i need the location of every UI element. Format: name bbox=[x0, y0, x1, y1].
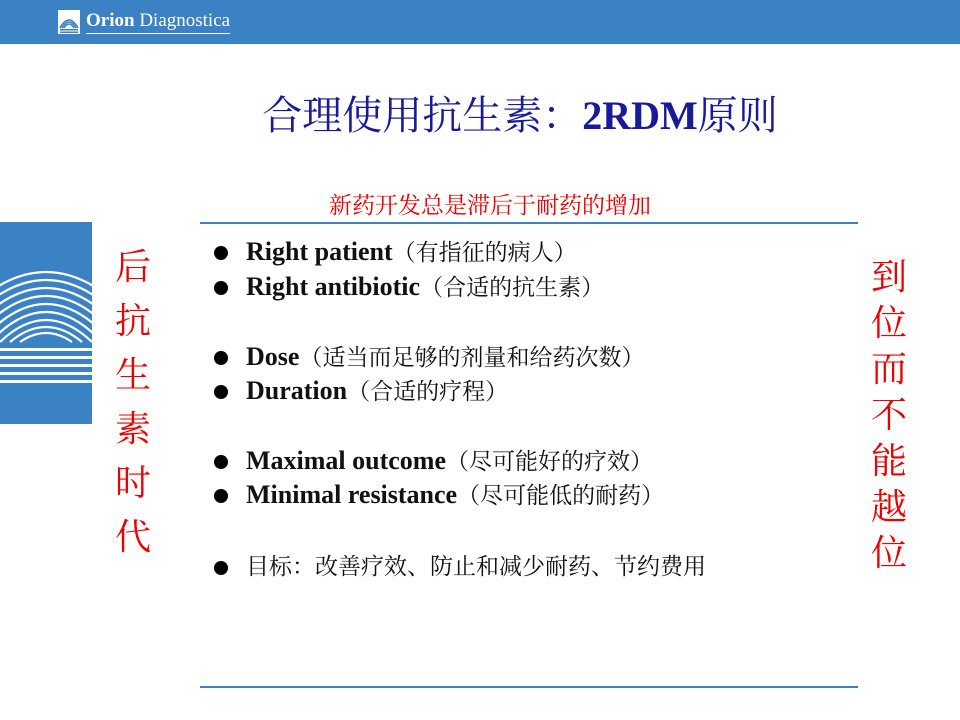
bullet-dot-icon bbox=[214, 246, 228, 260]
top-divider bbox=[200, 222, 858, 224]
subtitle: 新药开发总是滞后于耐药的增加 bbox=[329, 193, 651, 219]
bullet-dot-icon bbox=[214, 455, 228, 469]
bullet-dot-icon bbox=[214, 281, 228, 295]
brand-name: Orion Diagnostica bbox=[86, 10, 230, 34]
list-item: Right antibiotic（合适的抗生素） bbox=[214, 271, 604, 304]
brand-logo bbox=[58, 8, 230, 36]
page-title: 合理使用抗生素：2RDM原则 bbox=[262, 93, 778, 139]
list-item: Duration（合适的疗程） bbox=[214, 375, 508, 408]
bullet-dot-icon bbox=[214, 351, 228, 365]
arc-emblem-icon bbox=[0, 222, 92, 424]
list-item: Dose（适当而足够的剂量和给药次数） bbox=[214, 341, 644, 374]
orion-logo-icon bbox=[58, 10, 80, 34]
list-item: Minimal resistance（尽可能低的耐药） bbox=[214, 479, 664, 512]
goal-text: 目标：改善疗效、防止和减少耐药、节约费用 bbox=[246, 554, 706, 580]
list-item bbox=[214, 551, 836, 583]
bottom-divider bbox=[200, 686, 858, 688]
sidebar-emblem bbox=[0, 222, 92, 424]
left-vertical-label: 后抗生素时代 bbox=[114, 247, 151, 558]
list-item: Right patient（有指征的病人） bbox=[214, 236, 577, 269]
right-vertical-text bbox=[866, 255, 912, 577]
right-vertical-label: 到位而不能越位 bbox=[870, 257, 907, 574]
list-item: Maximal outcome（尽可能好的疗效） bbox=[214, 445, 653, 478]
bullet-dot-icon bbox=[214, 561, 228, 575]
bullet-dot-icon bbox=[214, 489, 228, 503]
bullet-dot-icon bbox=[214, 385, 228, 399]
left-vertical-text bbox=[110, 241, 156, 565]
header-bar bbox=[0, 0, 960, 44]
